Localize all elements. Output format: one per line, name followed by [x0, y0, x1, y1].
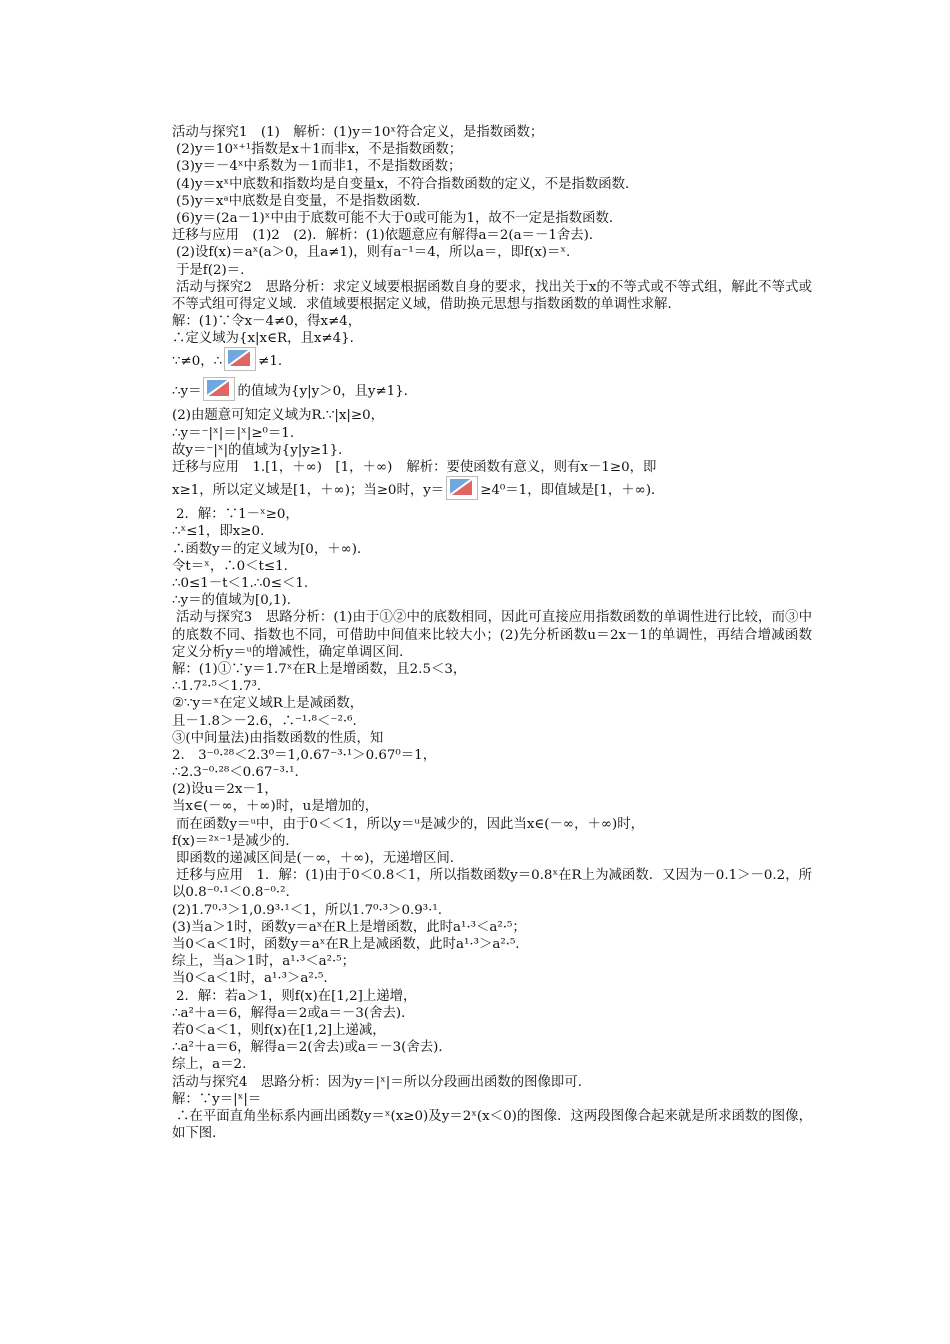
text-fragment: 迁移与应用 1.[1，＋∞) [1，＋∞)	[172, 460, 393, 476]
text-line: 若0＜a＜1，则f(x)在[1,2]上递减，	[172, 1022, 386, 1038]
text-line: 活动与探究4 思路分析：因为y＝|ˣ|＝所以分段画出函数的图像即可．	[172, 1074, 592, 1090]
text-line: (2)设f(x)＝aˣ(a＞0，且a≠1)，则有a⁻¹＝4，所以a＝，即f(x)＝ˣ.	[176, 245, 571, 261]
text-fragment: ≥4⁰＝1，即值域是[1，＋∞)．	[480, 483, 665, 499]
text-line: 令t＝ˣ，∴0＜t≤1.	[172, 558, 288, 574]
text-line: (3)当a＞1时，函数y＝aˣ在R上是增函数，此时a¹·³＜a²·⁵；	[172, 919, 526, 935]
text-line	[172, 459, 812, 476]
formula-image-icon	[224, 347, 256, 371]
formula-image-icon	[446, 476, 478, 500]
text-paragraph: 活动与探究3 思路分析：(1)由于①②中的底数相同，因此可直接应用指数函数的单调性进行比较，而③中的底数不同、指数也不同，可借助中间值来比较大小；(2)先分析函数u＝2x－1的单调性，再结合增减函数定义分析y＝ᵘ的增减性，确定单调区间．	[172, 610, 812, 660]
text-line: (2)设u＝2x－1，	[172, 782, 278, 798]
text-line: 解：(1)∵令x－4≠0，得x≠4，	[172, 314, 362, 330]
text-line: 2．解：∵1－ˣ≥0，	[176, 507, 299, 523]
text-line: ∴y＝的值域为[0,1)．	[172, 593, 301, 609]
text-line: ∴a²＋a＝6，解得a＝2(舍去)或a＝－3(舍去)．	[172, 1040, 452, 1056]
text-line: (5)y＝xᵃ中底数是自变量，不是指数函数．	[176, 193, 430, 209]
text-fragment: ≠1.	[258, 354, 283, 370]
text-line: 2. 3⁻⁰·²⁸＜2.3⁰＝1,0.67⁻³·¹＞0.67⁰＝1，	[172, 747, 437, 763]
text-line: ∴a²＋a＝6，解得a＝2或a＝－3(舍去)．	[172, 1005, 415, 1021]
text-fragment: 解析：要使函数有意义，则有x－1≥0，即	[406, 460, 657, 476]
text-line: ②∵y＝ˣ在定义域R上是减函数，	[172, 696, 364, 712]
text-line: 综上，当a＞1时，a¹·³＜a²·⁵；	[172, 954, 355, 970]
text-line: 于是f(2)＝.	[176, 262, 245, 278]
text-line: 迁移与应用 (1)2 (2)．解析：(1)依题意应有解得a＝2(a＝－1舍去)．	[172, 228, 603, 244]
text-line: 当0＜a＜1时，a¹·³＞a²·⁵.	[172, 971, 328, 987]
text-paragraph: 而在函数y＝ᵘ中，由于0＜＜1，所以y＝ᵘ是减少的，因此当x∈(－∞，＋∞)时，	[176, 816, 645, 832]
text-line: ∴1.7²·⁵＜1.7³.	[172, 679, 262, 695]
text-line: (6)y＝(2a－1)ˣ中由于底数可能不大于0或可能为1，故不一定是指数函数．	[176, 210, 623, 226]
text-paragraph: ∴在平面直角坐标系内画出函数y＝ˣ(x≥0)及y＝2ˣ(x＜0)的图像．这两段图像合起来就是所求函数的图像，如下图．	[172, 1108, 812, 1142]
text-line: (4)y＝xˣ中底数和指数均是自变量x，不符合指数函数的定义，不是指数函数．	[176, 176, 639, 192]
text-line	[172, 476, 812, 506]
text-line: 故y＝⁻|ˣ|的值域为{y|y≥1}．	[172, 442, 352, 458]
text-line: 当x∈(－∞，＋∞)时，u是增加的，	[172, 799, 379, 815]
text-line: 当0＜a＜1时，函数y＝aˣ在R上是减函数，此时a¹·³＞a²·⁵.	[172, 937, 520, 952]
text-line: ③(中间量法)由指数函数的性质，知	[172, 730, 384, 746]
text-line: 解：∵y＝|ˣ|＝	[172, 1091, 262, 1107]
text-line	[172, 347, 812, 377]
text-fragment: ∵≠0，∴	[172, 354, 223, 370]
text-line: (2)1.7⁰·³＞1,0.9³·¹＜1，所以1.7⁰·³＞0.9³·¹.	[172, 902, 443, 918]
text-line: ∴y＝⁻|ˣ|＝|ˣ|≥⁰＝1.	[172, 425, 295, 441]
text-line: 解：(1)①∵y＝1.7ˣ在R上是增函数，且2.5＜3，	[172, 661, 467, 677]
text-fragment: 的值域为{y|y＞0，且y≠1}．	[237, 384, 418, 400]
text-fragment: x≥1，所以定义域是[1，＋∞)；当≥0时，y＝	[172, 483, 445, 499]
text-line: (2)由题意可知定义域为R.∵|x|≥0，	[172, 408, 385, 424]
solution-text	[172, 124, 812, 1142]
text-line: ∴函数y＝的定义域为[0，＋∞)．	[172, 541, 371, 557]
text-line: f(x)＝²ˣ⁻¹是减少的．	[172, 833, 299, 849]
text-line: ∴定义域为{x|x∈R，且x≠4}．	[172, 331, 364, 347]
text-line: ∴0≤1－t＜1.∴0≤＜1.	[172, 575, 309, 591]
text-line: 活动与探究1 (1) 解析：(1)y＝10ˣ符合定义，是指数函数；	[172, 125, 544, 140]
text-fragment: ∴y＝	[172, 384, 202, 400]
formula-image-icon	[203, 377, 235, 401]
text-line: ∴2.3⁻⁰·²⁸＜0.67⁻³·¹.	[172, 765, 299, 781]
text-line: 且－1.8＞－2.6，∴⁻¹·⁸＜⁻²·⁶.	[172, 713, 357, 729]
text-line: (3)y＝－4ˣ中系数为－1而非1，不是指数函数；	[176, 159, 462, 175]
text-line: (2)y＝10ˣ⁺¹指数是x＋1而非x，不是指数函数；	[176, 142, 463, 158]
text-line: 即函数的递减区间是(－∞，＋∞)，无递增区间．	[176, 851, 464, 867]
text-paragraph: 迁移与应用 1．解：(1)由于0＜0.8＜1，所以指数函数y＝0.8ˣ在R上为减函数．又因为－0.1＞－0.2，所以0.8⁻⁰·¹＜0.8⁻⁰·².	[172, 868, 812, 901]
text-line	[172, 377, 812, 407]
text-line: 综上，a＝2.	[172, 1057, 247, 1073]
text-line: 2．解：若a＞1，则f(x)在[1,2]上递增，	[176, 988, 417, 1004]
text-paragraph: 活动与探究2 思路分析：求定义域要根据函数自身的要求，找出关于x的不等式或不等式组，解此不等式或不等式组可得定义域．求值域要根据定义域，借助换元思想与指数函数的单调性求解．	[172, 279, 812, 312]
text-line: ∴ˣ≤1，即x≥0.	[172, 524, 265, 540]
